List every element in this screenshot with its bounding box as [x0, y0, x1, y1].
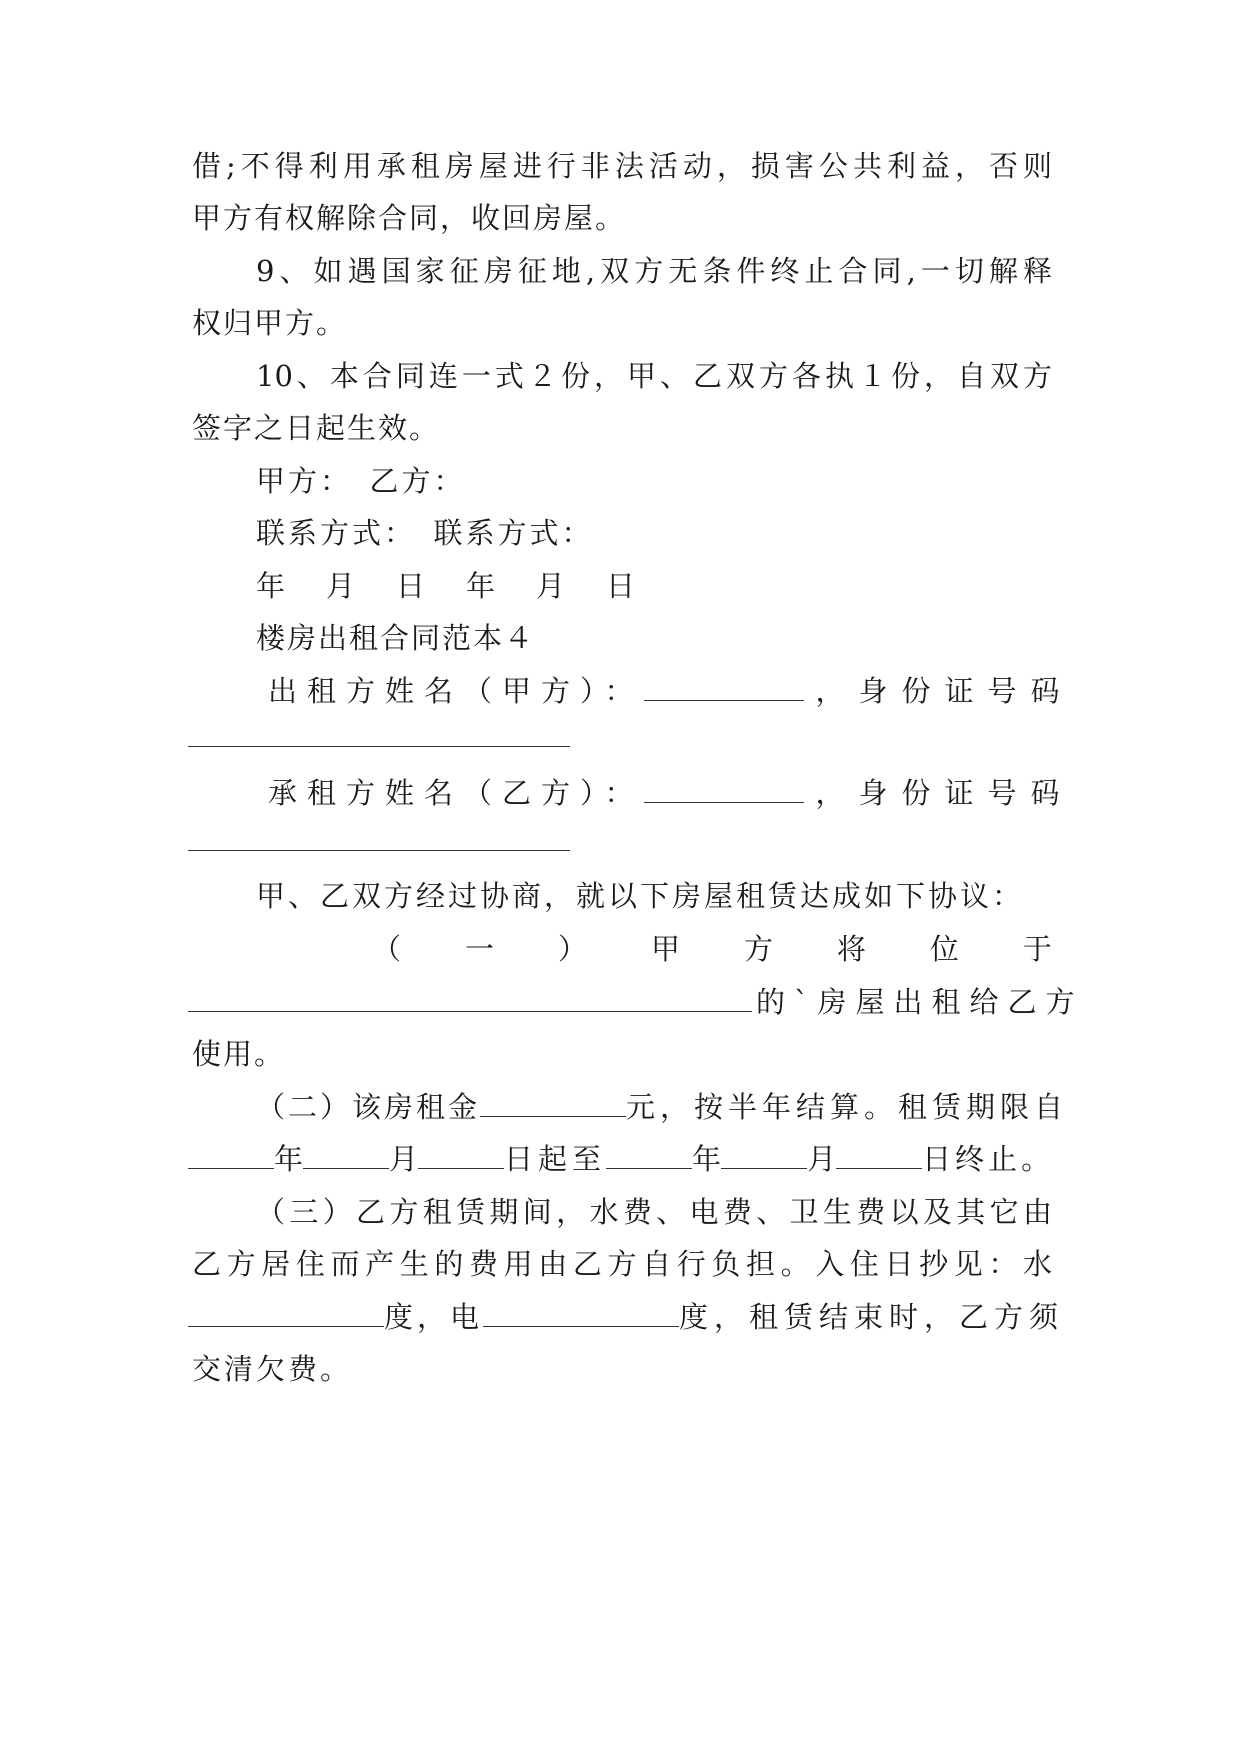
- location-line: [188, 982, 1084, 1022]
- location-blank: [188, 985, 752, 1012]
- paragraph-line: 权归甲方。: [192, 306, 348, 340]
- rent-blank: [480, 1090, 626, 1117]
- clause-9: 9、如遇国家征房征地,双方无条件终止合同,一切解释: [256, 254, 1052, 288]
- rent-label: （二）该房租金: [256, 1090, 481, 1124]
- paragraph-line: 交清欠费。: [192, 1352, 353, 1386]
- date-blank: [836, 1142, 922, 1169]
- lessor-name-label: 出租方姓名（甲方）：: [268, 674, 644, 708]
- day-from-label: 日起至: [504, 1142, 607, 1176]
- date-labels: 年 月 日 年 月 日: [256, 569, 642, 603]
- month-label: 月: [389, 1142, 419, 1176]
- section-title: 楼房出租合同范本４: [256, 621, 536, 655]
- spread-char: 甲: [650, 932, 680, 966]
- meter-terms: 度，租赁结束时，乙方须: [679, 1300, 1065, 1334]
- meter-line: [188, 1297, 1065, 1337]
- date-blank: [418, 1142, 504, 1169]
- agreement-intro: 甲、乙双方经过协商，就以下房屋租赁达成如下协议：: [256, 879, 1025, 913]
- spread-char: 方: [743, 932, 773, 966]
- spread-char: 位: [929, 932, 959, 966]
- electric-reading-blank: [483, 1300, 679, 1327]
- lessee-id-label: ，身份证号码: [815, 776, 1074, 810]
- lessee-id-blank: [188, 850, 570, 851]
- clause-10: 10、本合同连一式２份，甲、乙双方各执１份，自双方: [256, 359, 1052, 393]
- clause-3-line: （三）乙方租赁期间，水费、电费、卫生费以及其它由: [256, 1195, 1052, 1229]
- spread-char: 于: [1022, 932, 1052, 966]
- location-text: 的`房屋出租给乙方: [756, 985, 1084, 1019]
- paragraph-line: 乙方居住而产生的费用由乙方自行负担。入住日抄见：水: [192, 1247, 1052, 1281]
- lessee-name-label: 承租方姓名（乙方）：: [268, 776, 644, 810]
- paragraph-line: 使用。: [192, 1037, 286, 1071]
- rent-terms: 元，按半年结算。租赁期限自: [626, 1090, 1069, 1124]
- date-blank: [188, 1142, 274, 1169]
- lessee-name-blank: [644, 776, 804, 803]
- lessee-line: [268, 773, 1074, 813]
- paragraph-line: 甲方有权解除合同，收回房屋。: [192, 201, 627, 235]
- spread-char: 一: [464, 932, 494, 966]
- month-label: 月: [807, 1142, 837, 1176]
- lessor-name-blank: [644, 674, 804, 701]
- party-labels: 甲方： 乙方：: [256, 464, 466, 498]
- water-unit-label: 度，电: [384, 1300, 484, 1334]
- spread-char: （: [372, 932, 402, 966]
- clause-1-line: [372, 929, 1052, 969]
- lessor-id-label: ，身份证号码: [815, 674, 1074, 708]
- year-label: 年: [274, 1142, 304, 1176]
- term-dates-line: [188, 1139, 1055, 1179]
- contact-labels: 联系方式： 联系方式：: [256, 516, 594, 550]
- day-end-label: 日终止。: [922, 1142, 1055, 1176]
- spread-char: 将: [836, 932, 866, 966]
- lessor-id-blank: [188, 746, 570, 747]
- date-blank: [303, 1142, 389, 1169]
- year-label: 年: [692, 1142, 722, 1176]
- water-reading-blank: [188, 1300, 384, 1327]
- date-blank: [606, 1142, 692, 1169]
- paragraph-line: 签字之日起生效。: [192, 411, 441, 445]
- paragraph-line: 借;不得利用承租房屋进行非法活动，损害公共利益，否则: [192, 149, 1052, 183]
- date-blank: [721, 1142, 807, 1169]
- lessor-line: [268, 671, 1074, 711]
- clause-2-line: [256, 1087, 1069, 1127]
- spread-char: ）: [557, 932, 587, 966]
